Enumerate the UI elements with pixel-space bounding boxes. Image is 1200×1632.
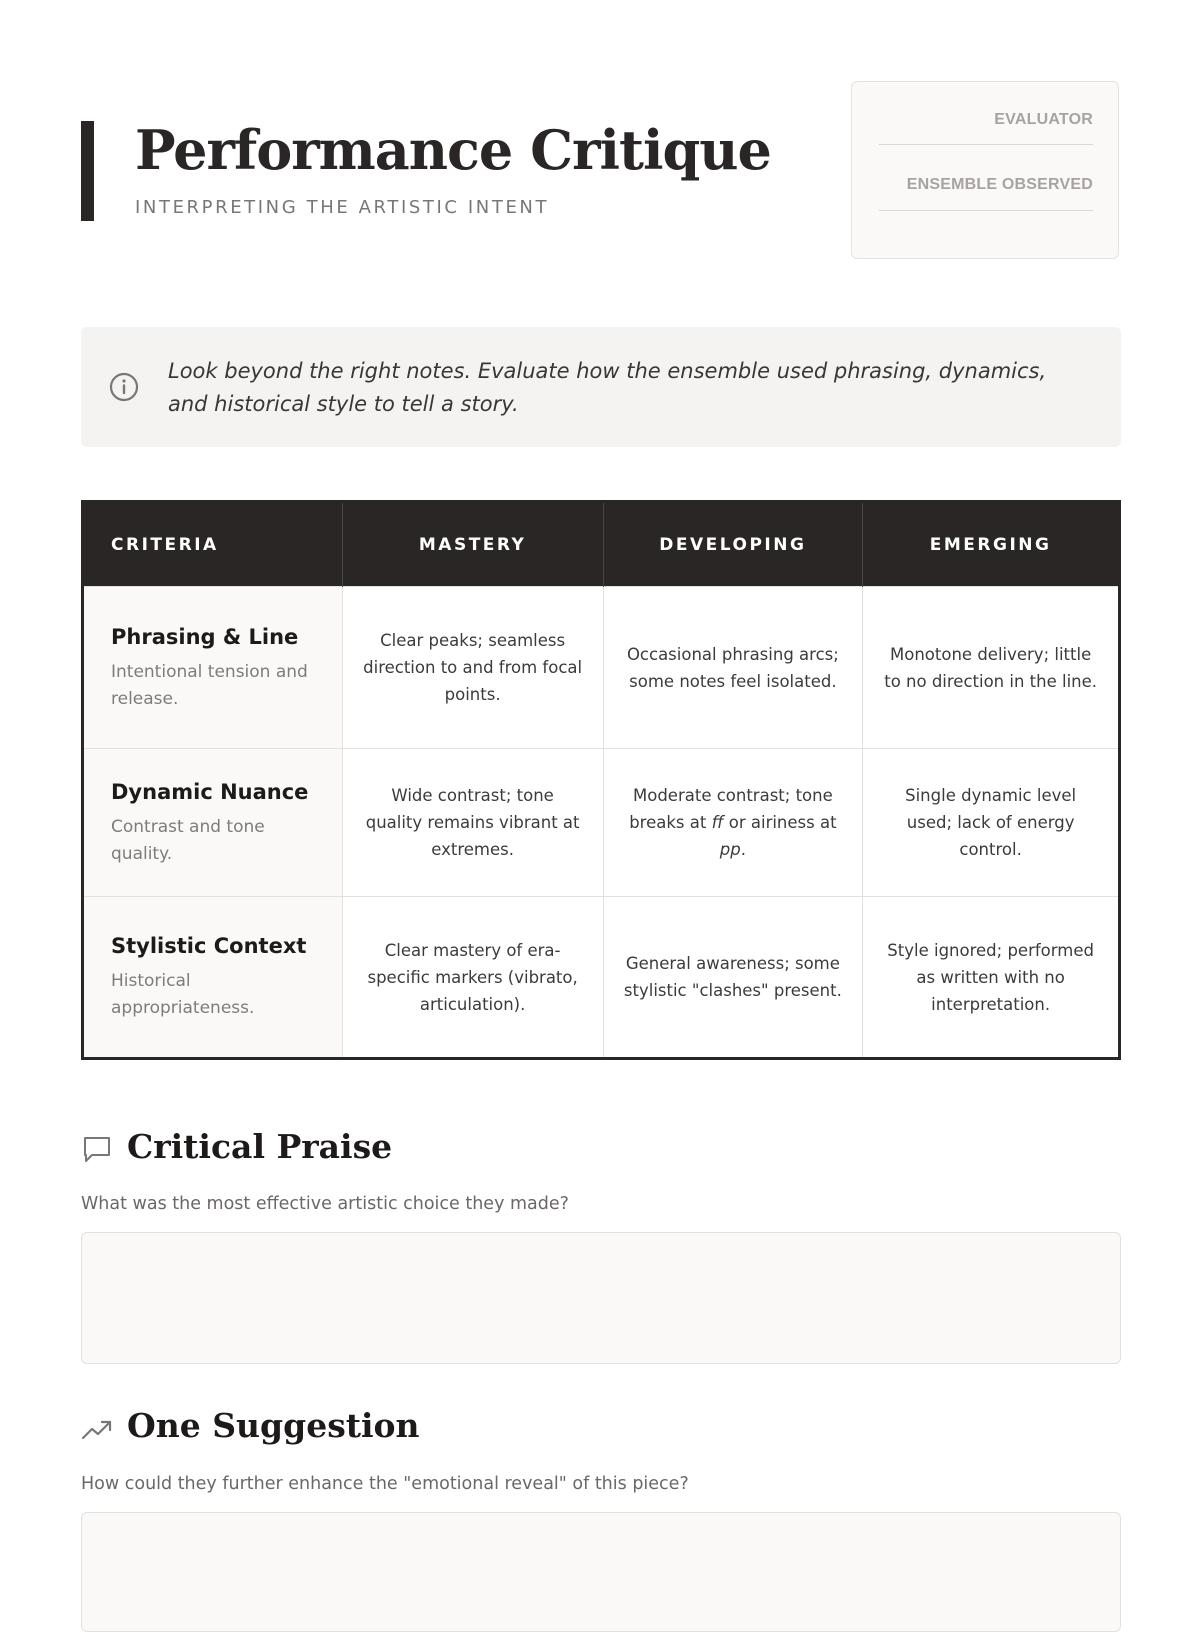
table-row <box>83 587 1120 749</box>
developing-cell <box>603 749 863 897</box>
rubric-header-row <box>83 502 1120 587</box>
info-icon <box>108 371 140 403</box>
criterion-name: Dynamic Nuance <box>111 779 309 804</box>
criterion-cell <box>83 897 343 1059</box>
critical-praise-input[interactable] <box>81 1232 1121 1364</box>
mastery-cell: Wide contrast; tone quality remains vibrant at extremes. <box>342 749 603 897</box>
critical-praise-heading: Critical Praise <box>127 1127 393 1166</box>
developing-text: . <box>740 840 746 859</box>
developing-text: Moderate contrast; tone breaks at <box>629 786 833 832</box>
developing-cell: General awareness; some stylistic "clashes" present. <box>603 897 863 1059</box>
mastery-cell: Clear mastery of era-specific markers (vibrato, articulation). <box>342 897 603 1059</box>
header-criteria: CRITERIA <box>83 502 343 587</box>
developing-cell: Occasional phrasing arcs; some notes feel isolated. <box>603 587 863 749</box>
evaluator-label: EVALUATOR <box>994 111 1093 128</box>
evaluator-field[interactable] <box>879 82 1093 145</box>
developing-text: or airiness at <box>723 813 837 832</box>
emerging-cell: Style ignored; performed as written with no interpretation. <box>863 897 1120 1059</box>
ensemble-observed-field[interactable] <box>879 148 1093 211</box>
header-emerging: EMERGING <box>863 502 1120 587</box>
critique-page <box>81 0 1121 1600</box>
one-suggestion-heading: One Suggestion <box>127 1406 420 1445</box>
rubric-table <box>81 500 1121 1060</box>
criterion-cell <box>83 749 343 897</box>
one-suggestion-prompt: How could they further enhance the "emotional reveal" of this piece? <box>81 1474 689 1494</box>
criterion-name: Stylistic Context <box>111 934 307 958</box>
page-title: Performance Critique <box>135 118 771 182</box>
emerging-cell: Single dynamic level used; lack of energy control. <box>863 749 1120 897</box>
meta-box <box>851 81 1119 259</box>
criterion-description: Contrast and tone quality. <box>111 816 265 864</box>
mastery-cell: Clear peaks; seamless direction to and from focal points. <box>342 587 603 749</box>
pianissimo-marking: pp <box>719 840 741 859</box>
table-row <box>83 897 1120 1059</box>
emerging-cell: Monotone delivery; little to no direction in the line. <box>863 587 1120 749</box>
callout-text: Look beyond the right notes. Evaluate how the ensemble used phrasing, dynamics, and historical style to tell a story. <box>168 359 1047 416</box>
one-suggestion-input[interactable] <box>81 1512 1121 1632</box>
fortissimo-marking: ff <box>711 813 724 832</box>
critical-praise-prompt: What was the most effective artistic choice they made? <box>81 1194 569 1214</box>
title-accent-bar <box>81 121 94 221</box>
ensemble-observed-label: ENSEMBLE OBSERVED <box>906 176 1093 193</box>
header-mastery: MASTERY <box>342 502 603 587</box>
page-subtitle: INTERPRETING THE ARTISTIC INTENT <box>135 197 550 218</box>
trending-up-icon <box>81 1414 113 1446</box>
criterion-description: Intentional tension and release. <box>111 661 308 709</box>
criterion-description: Historical appropriateness. <box>111 971 255 1018</box>
speech-bubble-icon <box>81 1133 113 1165</box>
table-row <box>83 749 1120 897</box>
criterion-cell <box>83 587 343 749</box>
criterion-name: Phrasing & Line <box>111 624 299 649</box>
instruction-callout <box>81 327 1121 447</box>
header-developing: DEVELOPING <box>603 502 863 587</box>
